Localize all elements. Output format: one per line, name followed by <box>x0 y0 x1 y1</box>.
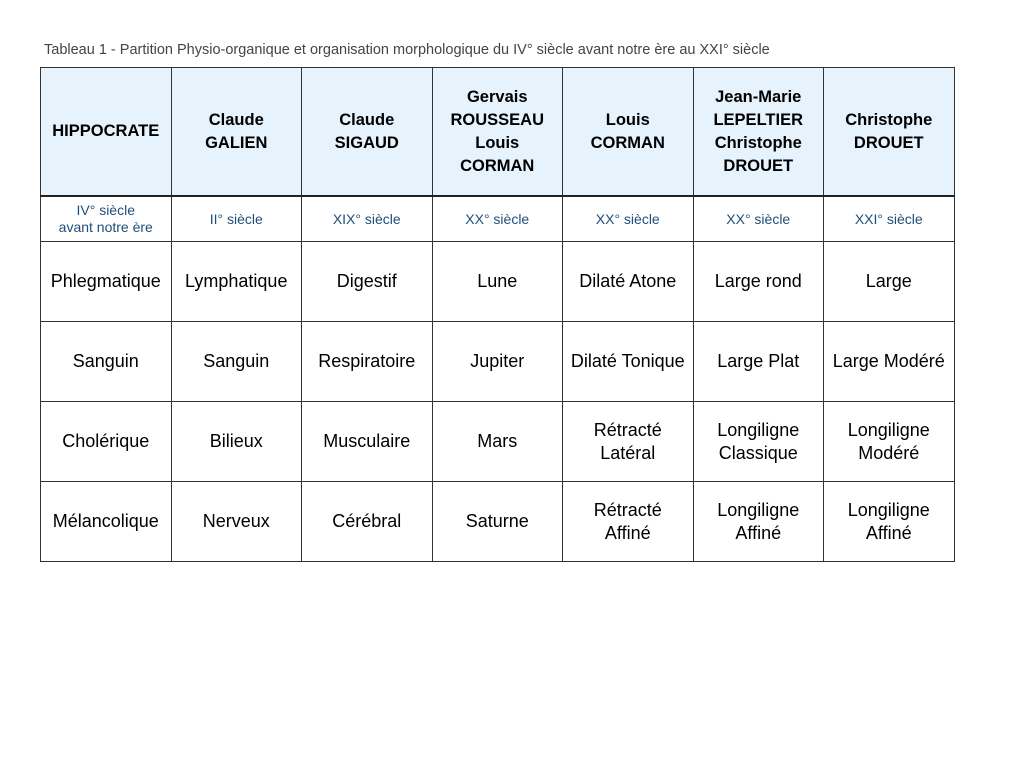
table-row <box>41 242 955 322</box>
table-cell: Large Plat <box>693 322 824 402</box>
table-cell: Longiligne Classique <box>693 402 824 482</box>
header-cell: Jean-Marie LEPELTIER Christophe DROUET <box>693 68 824 197</box>
table-cell: Mars <box>432 402 563 482</box>
table-row <box>41 322 955 402</box>
header-cell: Louis CORMAN <box>563 68 694 197</box>
era-cell: XX° siècle <box>693 196 824 242</box>
table-cell: Longiligne Affiné <box>824 482 955 562</box>
table-cell: Longiligne Modéré <box>824 402 955 482</box>
table-cell: Lymphatique <box>171 242 302 322</box>
header-cell: HIPPOCRATE <box>41 68 172 197</box>
era-cell: XX° siècle <box>432 196 563 242</box>
table-cell: Dilaté Atone <box>563 242 694 322</box>
table-cell: Rétracté Latéral <box>563 402 694 482</box>
table-cell: Digestif <box>302 242 433 322</box>
header-cell: Christophe DROUET <box>824 68 955 197</box>
table-caption: Tableau 1 - Partition Physio-organique et organisation morphologique du IV° siècle avant notre ère au XXI° siècle <box>44 42 770 58</box>
header-row <box>41 68 955 197</box>
table-cell: Respiratoire <box>302 322 433 402</box>
header-cell: Claude SIGAUD <box>302 68 433 197</box>
era-cell: XIX° siècle <box>302 196 433 242</box>
table-row <box>41 482 955 562</box>
era-cell: IV° siècle avant notre ère <box>41 196 172 242</box>
table-cell: Cholérique <box>41 402 172 482</box>
table-cell: Sanguin <box>171 322 302 402</box>
table-cell: Sanguin <box>41 322 172 402</box>
table-cell: Mélancolique <box>41 482 172 562</box>
table-cell: Large <box>824 242 955 322</box>
table-cell: Large Modéré <box>824 322 955 402</box>
era-cell: II° siècle <box>171 196 302 242</box>
table-row <box>41 402 955 482</box>
table-cell: Bilieux <box>171 402 302 482</box>
table-cell: Cérébral <box>302 482 433 562</box>
era-cell: XXI° siècle <box>824 196 955 242</box>
table-cell: Lune <box>432 242 563 322</box>
table-cell: Rétracté Affiné <box>563 482 694 562</box>
table-cell: Phlegmatique <box>41 242 172 322</box>
morphology-table <box>40 67 955 562</box>
table-cell: Jupiter <box>432 322 563 402</box>
table-cell: Dilaté Tonique <box>563 322 694 402</box>
header-cell: Gervais ROUSSEAU Louis CORMAN <box>432 68 563 197</box>
table-cell: Longiligne Affiné <box>693 482 824 562</box>
era-cell: XX° siècle <box>563 196 694 242</box>
table-cell: Saturne <box>432 482 563 562</box>
table-cell: Large rond <box>693 242 824 322</box>
era-row <box>41 196 955 242</box>
table-cell: Musculaire <box>302 402 433 482</box>
header-cell: Claude GALIEN <box>171 68 302 197</box>
table-cell: Nerveux <box>171 482 302 562</box>
